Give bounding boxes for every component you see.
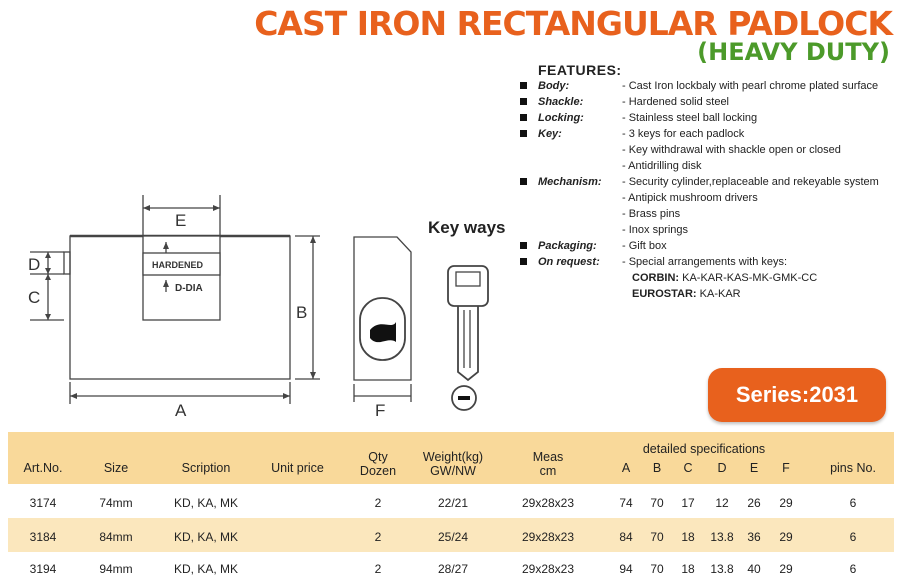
cell-pins: 6 — [849, 496, 857, 510]
bullet-icon — [520, 130, 527, 137]
header-pins: pins No. — [830, 461, 876, 475]
cell-spec-d: 13.8 — [710, 530, 734, 544]
cell-pins: 6 — [849, 562, 857, 576]
bullet-icon — [520, 242, 527, 249]
cell-spec-b: 70 — [650, 496, 664, 510]
cell-weight: 28/27 — [437, 562, 469, 576]
bullet-icon — [520, 258, 527, 265]
cell-artno: 3184 — [29, 530, 57, 544]
header-spec-b: B — [652, 461, 662, 475]
feature-label: Locking: — [538, 112, 584, 124]
header-spec-d: D — [717, 461, 727, 475]
series-badge: Series:2031 — [708, 368, 886, 422]
cell-artno: 3174 — [29, 496, 57, 510]
cell-qty: 2 — [374, 496, 382, 510]
dim-label-e: E — [175, 211, 187, 230]
dim-label-b: B — [296, 303, 308, 322]
cell-spec-f: 29 — [779, 562, 793, 576]
feature-label: Key: — [538, 128, 562, 140]
table-row — [8, 484, 894, 518]
cell-meas: 29x28x23 — [521, 562, 575, 576]
table-row — [8, 518, 894, 552]
feature-value: - Stainless steel ball locking — [622, 112, 758, 124]
cell-description: KD, KA, MK — [173, 562, 238, 576]
header-unit-price: Unit price — [271, 461, 324, 475]
cell-spec-f: 29 — [779, 530, 793, 544]
specifications-table — [8, 432, 894, 587]
brand-name: CORBIN: — [632, 272, 680, 284]
header-detailed-specs: detailed specifications — [642, 442, 766, 456]
feature-label: On request: — [538, 256, 600, 268]
cell-artno: 3194 — [29, 562, 57, 576]
brand-value: KA-KAR — [699, 288, 741, 300]
cell-meas: 29x28x23 — [521, 530, 575, 544]
cell-spec-a: 74 — [619, 496, 633, 510]
dim-label-c: C — [28, 288, 41, 307]
feature-label: Mechanism: — [538, 176, 602, 188]
feature-value: - Antipick mushroom drivers — [622, 192, 758, 204]
cell-description: KD, KA, MK — [173, 496, 238, 510]
cell-spec-e: 40 — [747, 562, 761, 576]
key-ways-label: Key ways — [428, 218, 506, 237]
cell-qty: 2 — [374, 562, 382, 576]
feature-label: Packaging: — [538, 240, 597, 252]
brand-value: KA-KAR-KAS-MK-GMK-CC — [682, 272, 818, 284]
cell-weight: 22/21 — [437, 496, 469, 510]
d-dia-label: D-DIA — [175, 283, 203, 294]
feature-value: - Special arrangements with keys: — [622, 256, 788, 268]
cell-spec-d: 12 — [715, 496, 729, 510]
feature-value: - Cast Iron lockbaly with pearl chrome plated surface — [622, 80, 879, 92]
cell-weight: 25/24 — [437, 530, 469, 544]
cell-size: 94mm — [99, 562, 133, 576]
bullet-icon — [520, 178, 527, 185]
cell-size: 74mm — [99, 496, 133, 510]
dim-label-a: A — [175, 401, 187, 420]
cell-size: 84mm — [99, 530, 133, 544]
cell-spec-f: 29 — [779, 496, 793, 510]
bullet-icon — [520, 114, 527, 121]
cell-spec-a: 84 — [619, 530, 633, 544]
header-description: Scription — [181, 461, 231, 475]
feature-value: - Key withdrawal with shackle open or closed — [622, 144, 841, 156]
feature-value: - Hardened solid steel — [622, 96, 730, 108]
hardened-label: HARDENED — [152, 260, 204, 270]
cell-spec-d: 13.8 — [710, 562, 734, 576]
header-weight: Weight(kg) GW/NW — [422, 450, 484, 478]
header-meas: Meas cm — [532, 450, 564, 478]
feature-value: - Security cylinder,replaceable and rekeyable system — [622, 176, 879, 188]
cell-spec-c: 17 — [681, 496, 695, 510]
header-spec-a: A — [621, 461, 631, 475]
header-spec-f: F — [782, 461, 790, 475]
cell-qty: 2 — [374, 530, 382, 544]
bullet-icon — [520, 82, 527, 89]
header-spec-c: C — [683, 461, 693, 475]
header-size: Size — [103, 461, 129, 475]
feature-label: Shackle: — [538, 96, 584, 108]
cell-pins: 6 — [849, 530, 857, 544]
cell-spec-c: 18 — [681, 530, 695, 544]
features-heading: FEATURES: — [538, 62, 622, 78]
cell-spec-e: 26 — [747, 496, 761, 510]
table-row — [8, 552, 894, 586]
page-title: CAST IRON RECTANGULAR PADLOCK — [254, 4, 892, 43]
feature-value: - Inox springs — [622, 224, 689, 236]
cell-spec-c: 18 — [681, 562, 695, 576]
cell-spec-b: 70 — [650, 530, 664, 544]
cell-spec-b: 70 — [650, 562, 664, 576]
header-artno: Art.No. — [23, 461, 63, 475]
dim-label-f: F — [375, 401, 386, 420]
cell-spec-e: 36 — [747, 530, 761, 544]
feature-value: - Antidrilling disk — [622, 160, 702, 172]
header-spec-e: E — [749, 461, 759, 475]
cell-spec-a: 94 — [619, 562, 633, 576]
feature-value: - Gift box — [622, 240, 667, 252]
feature-value: - 3 keys for each padlock — [622, 128, 745, 140]
table-header — [8, 432, 894, 484]
cell-meas: 29x28x23 — [521, 496, 575, 510]
bullet-icon — [520, 98, 527, 105]
dim-label-d: D — [28, 255, 41, 274]
page-subtitle: (HEAVY DUTY) — [697, 38, 890, 66]
header-qty: Qty Dozen — [359, 450, 397, 478]
cell-description: KD, KA, MK — [173, 530, 238, 544]
feature-value: - Brass pins — [622, 208, 681, 220]
feature-label: Body: — [538, 80, 570, 92]
brand-name: EUROSTAR: — [632, 288, 697, 300]
